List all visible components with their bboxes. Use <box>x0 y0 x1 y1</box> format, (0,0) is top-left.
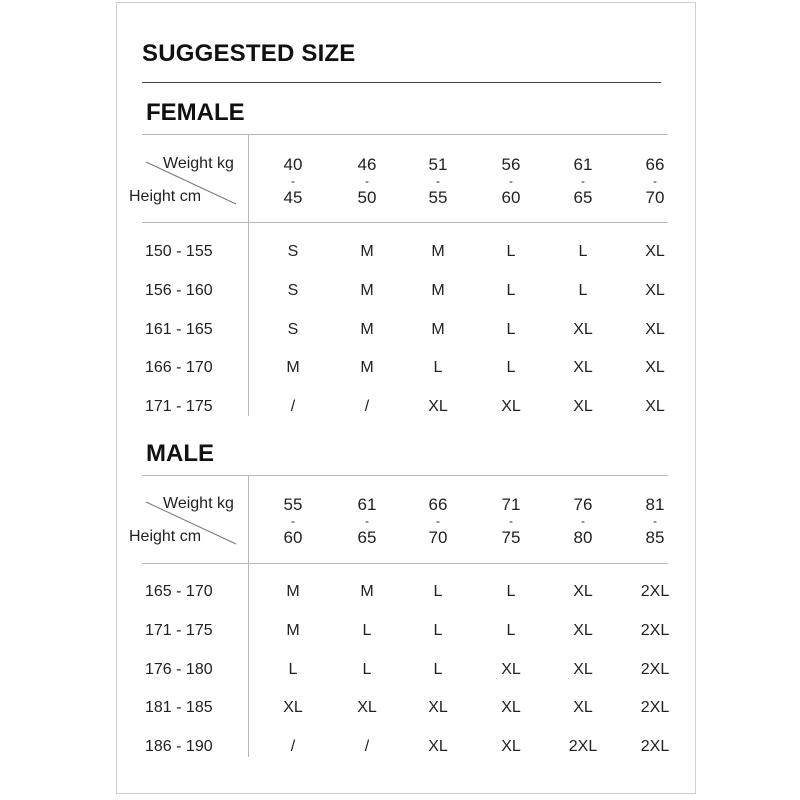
female-weight-from: 66 <box>645 155 665 174</box>
male-size-cell: L <box>433 621 443 639</box>
female-size-cell: XL <box>645 359 665 377</box>
female-size-cell: L <box>433 359 443 377</box>
female-size-cell: / <box>290 398 296 416</box>
female-weight-to: 55 <box>428 188 448 207</box>
female-size-cell: L <box>578 243 588 260</box>
male-size-cell: 2XL <box>640 583 670 600</box>
female-height-range: 156 - 160 <box>145 281 213 299</box>
female-weight-to: 65 <box>573 188 593 207</box>
female-size-cell: XL <box>428 398 448 416</box>
female-size-cell: XL <box>645 320 665 338</box>
female-size-cell: XL <box>573 320 593 338</box>
male-size-cell: 2XL <box>640 738 670 756</box>
male-size-cell: XL <box>428 738 448 756</box>
male-weight-to: 85 <box>645 528 665 547</box>
male-header-top-line <box>142 475 668 476</box>
male-height-range: 165 - 170 <box>145 583 213 600</box>
male-weight-separator: - <box>509 514 513 528</box>
male-size-cell: L <box>506 621 516 639</box>
male-size-cell: XL <box>573 621 593 639</box>
page-title: SUGGESTED SIZE <box>142 40 356 67</box>
male-size-cell: L <box>362 621 372 639</box>
female-size-cell: XL <box>501 398 521 416</box>
female-size-cell: L <box>506 243 516 260</box>
male-weight-separator: - <box>291 514 295 528</box>
female-weight-from: 46 <box>357 155 377 174</box>
male-size-cell: M <box>286 583 300 600</box>
male-size-cell: 2XL <box>568 738 598 756</box>
female-size-cell: L <box>578 281 588 299</box>
female-weight-to: 60 <box>501 188 521 207</box>
male-weight-separator: - <box>365 514 369 528</box>
male-size-cell: XL <box>428 699 448 717</box>
female-weight-separator: - <box>365 174 369 188</box>
female-weight-separator: - <box>436 174 440 188</box>
female-height-label: Height cm <box>129 188 202 205</box>
female-weight-from: 40 <box>283 155 303 174</box>
male-size-cell: XL <box>501 699 521 717</box>
male-size-cell: XL <box>573 583 593 600</box>
female-size-cell: XL <box>645 281 665 299</box>
male-heading: MALE <box>146 440 214 467</box>
female-height-range: 166 - 170 <box>145 359 213 377</box>
male-size-cell: XL <box>501 738 521 756</box>
male-size-cell: L <box>288 660 298 678</box>
female-weight-from: 56 <box>501 155 521 174</box>
female-height-range: 171 - 175 <box>145 398 213 416</box>
female-size-cell: M <box>360 320 374 338</box>
female-size-cell: L <box>506 359 516 377</box>
male-weight-from: 66 <box>428 495 448 514</box>
female-size-cell: M <box>360 359 374 377</box>
female-size-cell: S <box>287 320 299 338</box>
male-size-cell: L <box>433 660 443 678</box>
male-size-cell: 2XL <box>640 660 670 678</box>
female-column-divider <box>248 134 249 416</box>
female-size-cell: M <box>360 281 374 299</box>
female-weight-separator: - <box>653 174 657 188</box>
male-weight-from: 76 <box>573 495 593 514</box>
male-size-cell: / <box>290 738 296 756</box>
female-weight-from: 61 <box>573 155 593 174</box>
female-weight-separator: - <box>291 174 295 188</box>
male-size-cell: 2XL <box>640 699 670 717</box>
female-weight-label: Weight kg <box>163 155 234 172</box>
male-weight-to: 75 <box>501 528 521 547</box>
male-size-cell: XL <box>573 660 593 678</box>
title-divider <box>142 82 661 83</box>
male-size-cell: / <box>364 738 370 756</box>
female-weight-from: 51 <box>428 155 448 174</box>
male-height-label: Height cm <box>129 528 202 545</box>
male-height-range: 171 - 175 <box>145 621 213 639</box>
male-size-cell: XL <box>357 699 377 717</box>
female-header-top-line <box>142 134 668 135</box>
female-weight-to: 50 <box>357 188 377 207</box>
male-weight-label: Weight kg <box>163 495 234 512</box>
male-height-range: 186 - 190 <box>145 738 213 756</box>
male-weight-from: 61 <box>357 495 377 514</box>
male-header-bottom-line <box>142 563 668 564</box>
male-weight-to: 60 <box>283 528 303 547</box>
female-size-cell: M <box>431 320 445 338</box>
female-heading: FEMALE <box>146 99 245 126</box>
male-size-cell: L <box>362 660 372 678</box>
male-size-cell: M <box>360 583 374 600</box>
male-weight-separator: - <box>436 514 440 528</box>
female-size-cell: L <box>506 281 516 299</box>
female-size-cell: XL <box>573 398 593 416</box>
male-size-cell: L <box>506 583 516 600</box>
male-weight-from: 81 <box>645 495 665 514</box>
male-size-cell: XL <box>501 660 521 678</box>
male-size-cell: L <box>433 583 443 600</box>
male-weight-separator: - <box>653 514 657 528</box>
male-weight-from: 71 <box>501 495 521 514</box>
female-size-cell: XL <box>645 243 665 260</box>
male-weight-separator: - <box>581 514 585 528</box>
female-size-cell: S <box>287 243 299 260</box>
female-header-bottom-line <box>142 222 668 223</box>
male-size-cell: M <box>286 621 300 639</box>
male-size-cell: XL <box>573 699 593 717</box>
female-size-cell: M <box>431 243 445 260</box>
male-weight-to: 80 <box>573 528 593 547</box>
male-size-cell: 2XL <box>640 621 670 639</box>
female-size-cell: L <box>506 320 516 338</box>
female-weight-to: 70 <box>645 188 665 207</box>
male-column-divider <box>248 475 249 757</box>
female-size-cell: XL <box>573 359 593 377</box>
male-weight-to: 65 <box>357 528 377 547</box>
female-size-cell: M <box>431 281 445 299</box>
female-height-range: 161 - 165 <box>145 320 213 338</box>
male-weight-to: 70 <box>428 528 448 547</box>
male-height-range: 181 - 185 <box>145 699 213 717</box>
female-size-cell: M <box>360 243 374 260</box>
female-size-cell: / <box>364 398 370 416</box>
female-weight-separator: - <box>581 174 585 188</box>
female-size-cell: M <box>286 359 300 377</box>
male-height-range: 176 - 180 <box>145 660 213 678</box>
male-weight-from: 55 <box>283 495 303 514</box>
female-size-cell: XL <box>645 398 665 416</box>
female-weight-to: 45 <box>283 188 303 207</box>
female-weight-separator: - <box>509 174 513 188</box>
male-size-cell: XL <box>283 699 303 717</box>
female-size-cell: S <box>287 281 299 299</box>
female-height-range: 150 - 155 <box>145 243 213 260</box>
